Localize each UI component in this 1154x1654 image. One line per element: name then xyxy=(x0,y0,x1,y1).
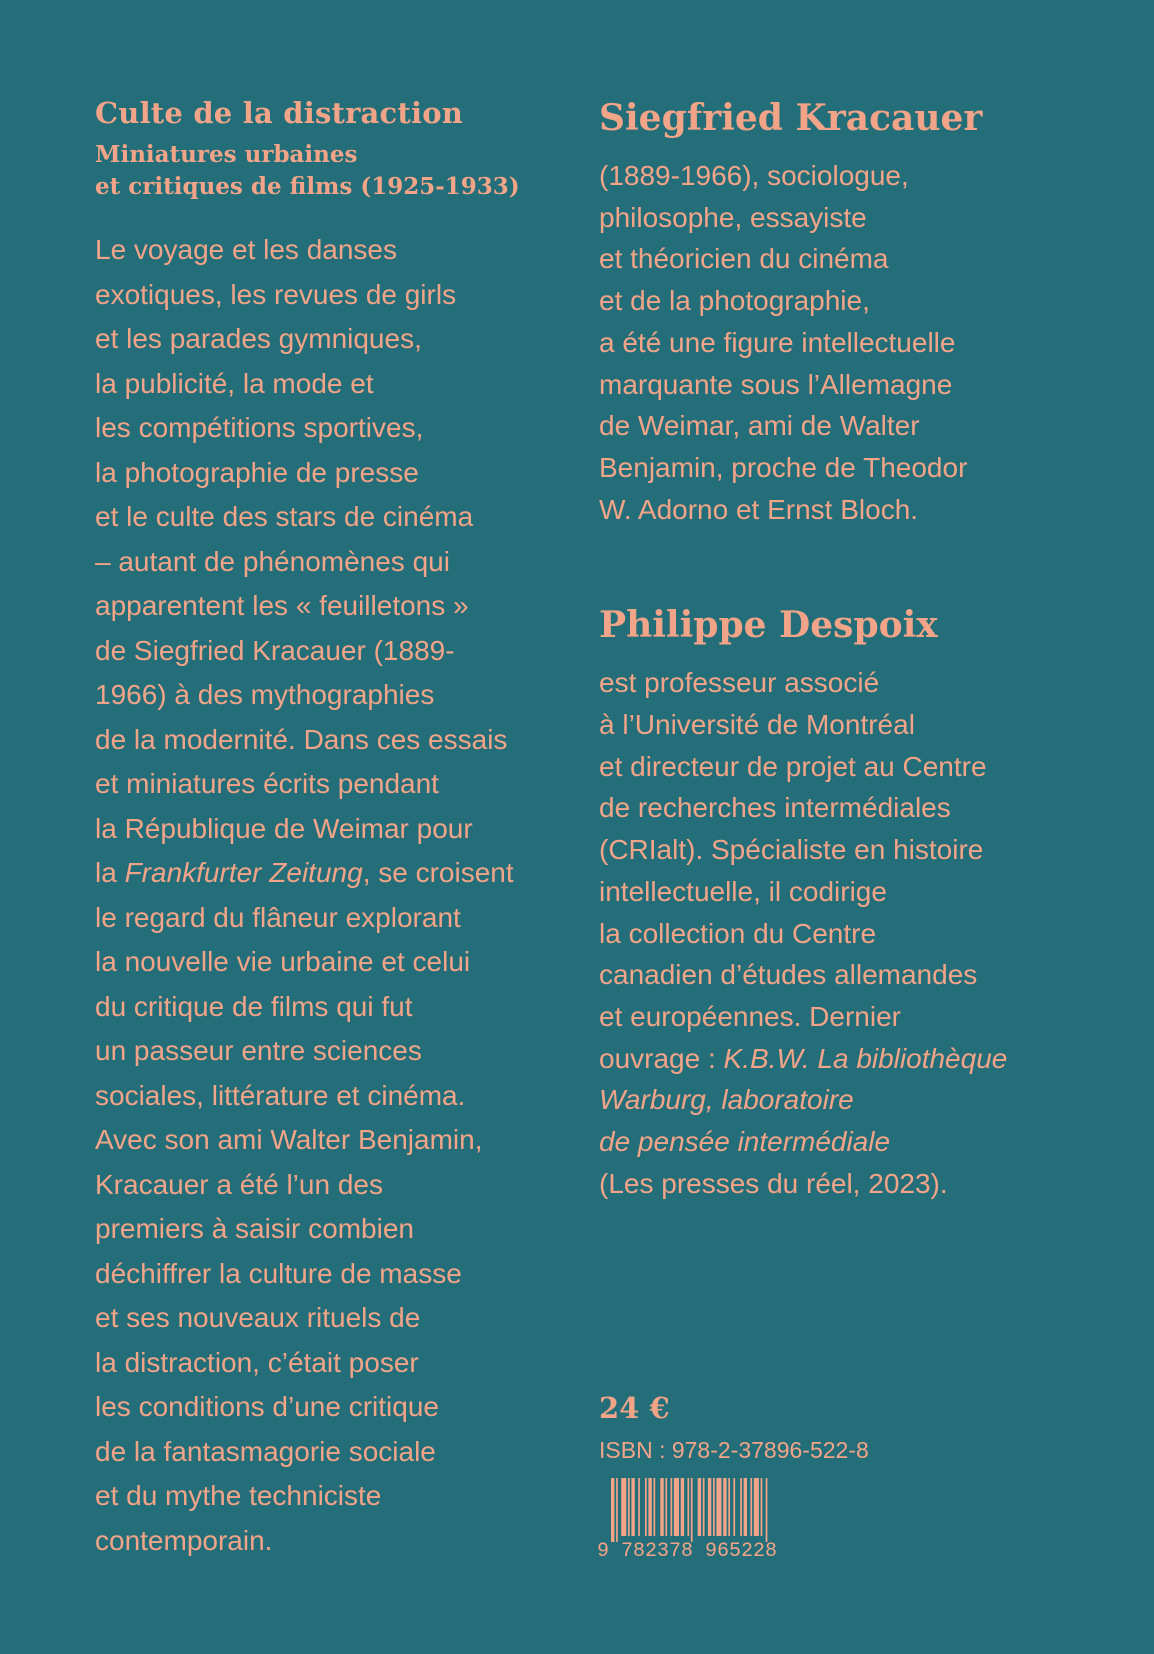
barcode-bar xyxy=(761,1478,763,1536)
bio-line: et directeur de projet au Centre xyxy=(599,750,987,782)
barcode-bar xyxy=(744,1478,747,1536)
blurb-line: apparentent les « feuilletons » xyxy=(95,590,469,621)
blurb-line: et du mythe techniciste xyxy=(95,1480,382,1511)
blurb-line: de la fantasmagorie sociale xyxy=(95,1435,436,1467)
ouvrage-title-line: de pensée intermédiale xyxy=(599,1126,891,1158)
bio-line-ouvrage xyxy=(599,1038,1119,1080)
blurb-line: exotiques, les revues de girls xyxy=(95,278,457,310)
blurb-line: premiers à saisir combien xyxy=(95,1213,414,1244)
barcode-bar xyxy=(665,1478,667,1536)
ouvrage-publisher: (Les presses du réel, 2023). xyxy=(599,1167,948,1199)
blurb-line: déchiffrer la culture de masse xyxy=(95,1257,462,1289)
bio-line: est professeur associé xyxy=(599,667,880,699)
subtitle-line: Miniatures urbaines xyxy=(95,141,358,168)
newspaper-title: Frankfurter Zeitung xyxy=(124,857,363,888)
bio-kracauer xyxy=(599,155,1119,530)
blurb-line-pre: la xyxy=(95,857,125,888)
barcode-bar xyxy=(645,1478,647,1536)
isbn: ISBN : 978-2-37896-522-8 xyxy=(599,1437,869,1463)
ouvrage-label: ouvrage : xyxy=(599,1042,724,1074)
ouvrage-title-line: Warburg, laboratoire xyxy=(599,1084,854,1116)
bio-line: et de la photographie, xyxy=(599,285,870,317)
blurb-line: de Siegfried Kracauer (1889- xyxy=(95,634,455,666)
barcode-bar xyxy=(616,1478,618,1542)
blurb-line: sociales, littérature et cinéma. xyxy=(95,1079,466,1111)
bio-line: (CRIalt). Spécialiste en histoire xyxy=(599,834,984,866)
barcode-bar xyxy=(703,1478,705,1536)
price: 24 € xyxy=(599,1391,670,1425)
barcode-bar xyxy=(660,1478,663,1536)
barcode-bar xyxy=(713,1478,715,1536)
blurb-text xyxy=(95,228,575,1563)
blurb-line: Avec son ami Walter Benjamin, xyxy=(95,1124,483,1155)
barcode-bar xyxy=(754,1478,759,1536)
bio-line: et théoricien du cinéma xyxy=(599,243,889,275)
barcode-bar xyxy=(688,1478,690,1536)
blurb-line: de la modernité. Dans ces essais xyxy=(95,723,508,755)
author-name-kracauer: Siegfried Kracauer xyxy=(599,97,983,139)
barcode-bar xyxy=(638,1478,640,1536)
barcode-bar xyxy=(621,1478,626,1536)
barcode-bar xyxy=(648,1478,651,1536)
bio-line: canadien d’études allemandes xyxy=(599,959,978,991)
bio-line: la collection du Centre xyxy=(599,917,877,949)
blurb-line: contemporain. xyxy=(95,1524,273,1556)
author-name-despoix: Philippe Despoix xyxy=(599,604,938,647)
bio-line: philosophe, essayiste xyxy=(599,201,867,233)
barcode-bar xyxy=(723,1478,726,1536)
bio-line: (1889-1966), sociologue, xyxy=(599,160,909,191)
bio-line: marquante sous l’Allemagne xyxy=(599,368,953,400)
bio-line: de Weimar, ami de Walter xyxy=(599,410,920,442)
barcode-bar xyxy=(654,1478,656,1536)
barcode-bars-icon xyxy=(597,1478,817,1542)
bio-line: intellectuelle, il codirige xyxy=(599,875,887,907)
subtitle-line: et critiques de films (1925-1933) xyxy=(95,173,520,200)
barcode-bar xyxy=(674,1478,679,1536)
bio-line: et européennes. Dernier xyxy=(599,1000,901,1032)
blurb-line: du critique de films qui fut xyxy=(95,990,413,1022)
blurb-line-frankfurter xyxy=(95,851,575,896)
blurb-line: et le culte des stars de cinéma xyxy=(95,501,474,532)
author-bios xyxy=(599,93,1119,1204)
barcode-bar xyxy=(631,1478,634,1536)
barcode-bar xyxy=(708,1478,711,1536)
book-subtitle xyxy=(95,139,575,203)
back-cover-blurb xyxy=(95,93,575,1563)
bio-line: de recherches intermédiales xyxy=(599,792,951,824)
blurb-line: un passeur entre sciences xyxy=(95,1035,422,1066)
blurb-line: les compétitions sportives, xyxy=(95,412,424,443)
blurb-line: la distraction, c’était poser xyxy=(95,1346,419,1378)
blurb-line: et les parades gymniques, xyxy=(95,323,422,354)
barcode-bar xyxy=(733,1478,735,1536)
blurb-line: la photographie de presse xyxy=(95,456,419,488)
blurb-line: les conditions d’une critique xyxy=(95,1391,439,1422)
blurb-line: Le voyage et les danses xyxy=(95,234,397,265)
barcode-bar xyxy=(716,1478,721,1536)
blurb-line: et miniatures écrits pendant xyxy=(95,768,439,799)
blurb-line: 1966) à des mythographies xyxy=(95,679,435,710)
barcode-bar xyxy=(611,1478,614,1542)
blurb-line: – autant de phénomènes qui xyxy=(95,545,450,577)
barcode-bar xyxy=(740,1478,742,1536)
barcode-bar xyxy=(766,1478,768,1542)
blurb-line: le regard du flâneur explorant xyxy=(95,901,461,933)
barcode-bar xyxy=(671,1478,673,1536)
blurb-line: la nouvelle vie urbaine et celui xyxy=(95,946,471,977)
barcode-bar xyxy=(698,1478,701,1536)
barcode-bar xyxy=(691,1478,693,1542)
ouvrage-title: K.B.W. La bibliothèque xyxy=(723,1042,1008,1074)
barcode xyxy=(597,1478,817,1568)
barcode-digits: 9 782378 965228 xyxy=(597,1540,778,1563)
bio-despoix xyxy=(599,662,1119,1204)
barcode-bar xyxy=(681,1478,684,1536)
bio-line: W. Adorno et Ernst Bloch. xyxy=(599,493,919,525)
book-title: Culte de la distraction xyxy=(95,96,464,130)
barcode-bar xyxy=(750,1478,752,1536)
bio-line: Benjamin, proche de Theodor xyxy=(599,451,968,483)
barcode-bar xyxy=(628,1478,630,1536)
blurb-line: et ses nouveaux rituels de xyxy=(95,1302,421,1333)
blurb-line: la publicité, la mode et xyxy=(95,367,374,399)
blurb-line: Kracauer a été l’un des xyxy=(95,1168,383,1200)
bio-line: a été une figure intellectuelle xyxy=(599,326,956,358)
barcode-bar xyxy=(728,1478,730,1536)
blurb-line: la République de Weimar pour xyxy=(95,812,473,844)
bio-line: à l’Université de Montréal xyxy=(599,709,915,741)
blurb-line-post: , se croisent xyxy=(362,857,514,888)
